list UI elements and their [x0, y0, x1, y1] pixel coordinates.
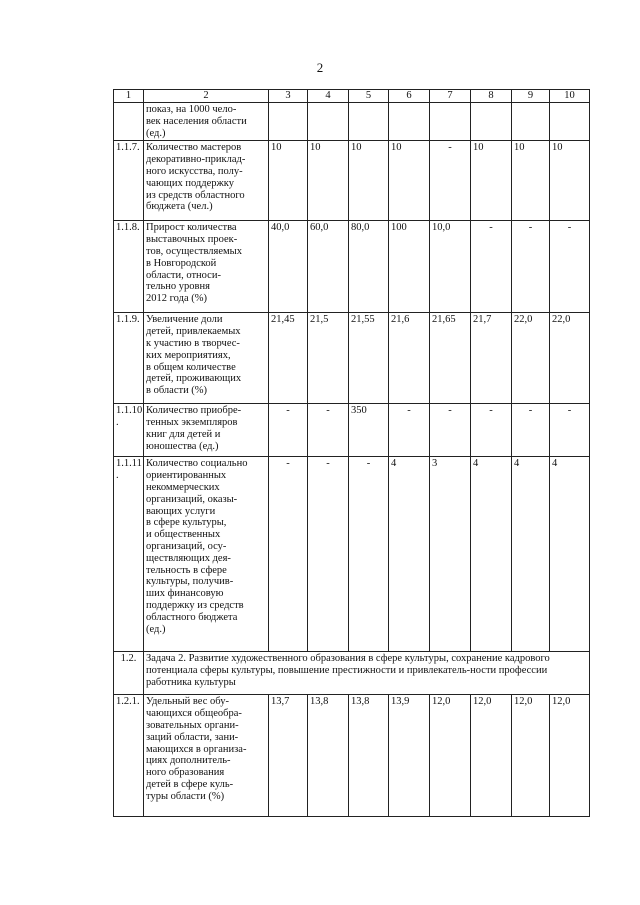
value-cell: 13,7 — [269, 695, 308, 817]
indicator-name: Количество мастеров декоративно-приклад- ного искусства, полу- чающих поддержку из средств областного бюджета (чел.) — [144, 141, 269, 221]
value-cell: - — [308, 457, 349, 652]
header-cell: 2 — [144, 90, 269, 103]
value-cell: 80,0 — [349, 221, 389, 313]
value-cell: 10 — [512, 141, 550, 221]
table-row — [114, 141, 590, 221]
indicator-name: показ, на 1000 чело- век населения области (ед.) — [144, 103, 269, 141]
value-cell: 10,0 — [430, 221, 471, 313]
row-code: 1.1.8. — [114, 221, 144, 313]
indicator-name: Увеличение доли детей, привлекаемых к участию в творчес- ких мероприятиях, в общем количестве детей, проживающих в области (%) — [144, 313, 269, 404]
indicators-table — [113, 89, 590, 817]
value-cell: 22,0 — [512, 313, 550, 404]
table-row — [114, 404, 590, 457]
task-description: Задача 2. Развитие художественного образования в сфере культуры, сохранение кадрового потенциала сферы культуры, повышение престижности и привлекатель-ности профессии работника культуры — [144, 652, 590, 695]
row-code: 1.1.10 . — [114, 404, 144, 457]
value-cell: - — [550, 404, 590, 457]
value-cell: 12,0 — [471, 695, 512, 817]
value-cell: 10 — [308, 141, 349, 221]
value-cell: 21,6 — [389, 313, 430, 404]
table-row — [114, 457, 590, 652]
value-cell: 100 — [389, 221, 430, 313]
value-cell: 10 — [550, 141, 590, 221]
value-cell: - — [512, 404, 550, 457]
value-cell: - — [308, 404, 349, 457]
table-row-continuation — [114, 103, 590, 141]
indicator-name: Прирост количества выставочных проек- тов, осуществляемых в Новгородской области, относи- тельно уровня 2012 года (%) — [144, 221, 269, 313]
value-cell — [471, 103, 512, 141]
row-code: 1.2.1. — [114, 695, 144, 817]
value-cell: 4 — [471, 457, 512, 652]
header-cell: 8 — [471, 90, 512, 103]
value-cell: - — [471, 221, 512, 313]
value-cell — [430, 103, 471, 141]
header-cell: 9 — [512, 90, 550, 103]
value-cell — [349, 103, 389, 141]
value-cell: 21,5 — [308, 313, 349, 404]
value-cell: 21,7 — [471, 313, 512, 404]
value-cell — [269, 103, 308, 141]
value-cell: 4 — [512, 457, 550, 652]
row-code: 1.2. — [114, 652, 144, 695]
indicator-name: Удельный вес обу- чающихся общеобра- зовательных органи- заций области, зани- мающихся в организа- циях дополнитель- ного образования детей в сфере куль- туры области (%) — [144, 695, 269, 817]
value-cell: 4 — [389, 457, 430, 652]
value-cell: 12,0 — [512, 695, 550, 817]
value-cell — [512, 103, 550, 141]
value-cell: 10 — [389, 141, 430, 221]
header-cell: 7 — [430, 90, 471, 103]
value-cell: - — [430, 404, 471, 457]
value-cell: 40,0 — [269, 221, 308, 313]
value-cell: 350 — [349, 404, 389, 457]
table-header-row — [114, 90, 590, 103]
header-cell: 1 — [114, 90, 144, 103]
value-cell: 3 — [430, 457, 471, 652]
value-cell: - — [349, 457, 389, 652]
value-cell: - — [430, 141, 471, 221]
value-cell: 13,8 — [349, 695, 389, 817]
header-cell: 6 — [389, 90, 430, 103]
value-cell: 13,9 — [389, 695, 430, 817]
header-cell: 4 — [308, 90, 349, 103]
value-cell: 21,45 — [269, 313, 308, 404]
table-row — [114, 695, 590, 817]
value-cell: 60,0 — [308, 221, 349, 313]
header-cell: 10 — [550, 90, 590, 103]
value-cell: - — [269, 457, 308, 652]
row-code — [114, 103, 144, 141]
table-row — [114, 313, 590, 404]
value-cell: 22,0 — [550, 313, 590, 404]
indicator-name: Количество приобре- тенных экземпляров книг для детей и юношества (ед.) — [144, 404, 269, 457]
value-cell: - — [471, 404, 512, 457]
value-cell: 21,65 — [430, 313, 471, 404]
value-cell: 21,55 — [349, 313, 389, 404]
value-cell: 13,8 — [308, 695, 349, 817]
row-code: 1.1.9. — [114, 313, 144, 404]
value-cell: - — [512, 221, 550, 313]
header-cell: 3 — [269, 90, 308, 103]
row-code: 1.1.11 . — [114, 457, 144, 652]
value-cell: - — [550, 221, 590, 313]
value-cell: - — [389, 404, 430, 457]
value-cell — [550, 103, 590, 141]
indicator-name: Количество социально ориентированных некоммерческих организаций, оказы- вающих услуги в сфере культуры, и общественных организаций, осу- ществляющих дея- тельность в сфере культуры, получив- ших финансовую поддержку из средств областного бюджета (ед.) — [144, 457, 269, 652]
value-cell: 10 — [471, 141, 512, 221]
task-row — [114, 652, 590, 695]
value-cell: 4 — [550, 457, 590, 652]
value-cell — [389, 103, 430, 141]
row-code: 1.1.7. — [114, 141, 144, 221]
value-cell: 12,0 — [550, 695, 590, 817]
table-row — [114, 221, 590, 313]
value-cell: 10 — [349, 141, 389, 221]
header-cell: 5 — [349, 90, 389, 103]
page-number: 2 — [316, 60, 324, 75]
value-cell: - — [269, 404, 308, 457]
value-cell: 10 — [269, 141, 308, 221]
value-cell — [308, 103, 349, 141]
value-cell: 12,0 — [430, 695, 471, 817]
